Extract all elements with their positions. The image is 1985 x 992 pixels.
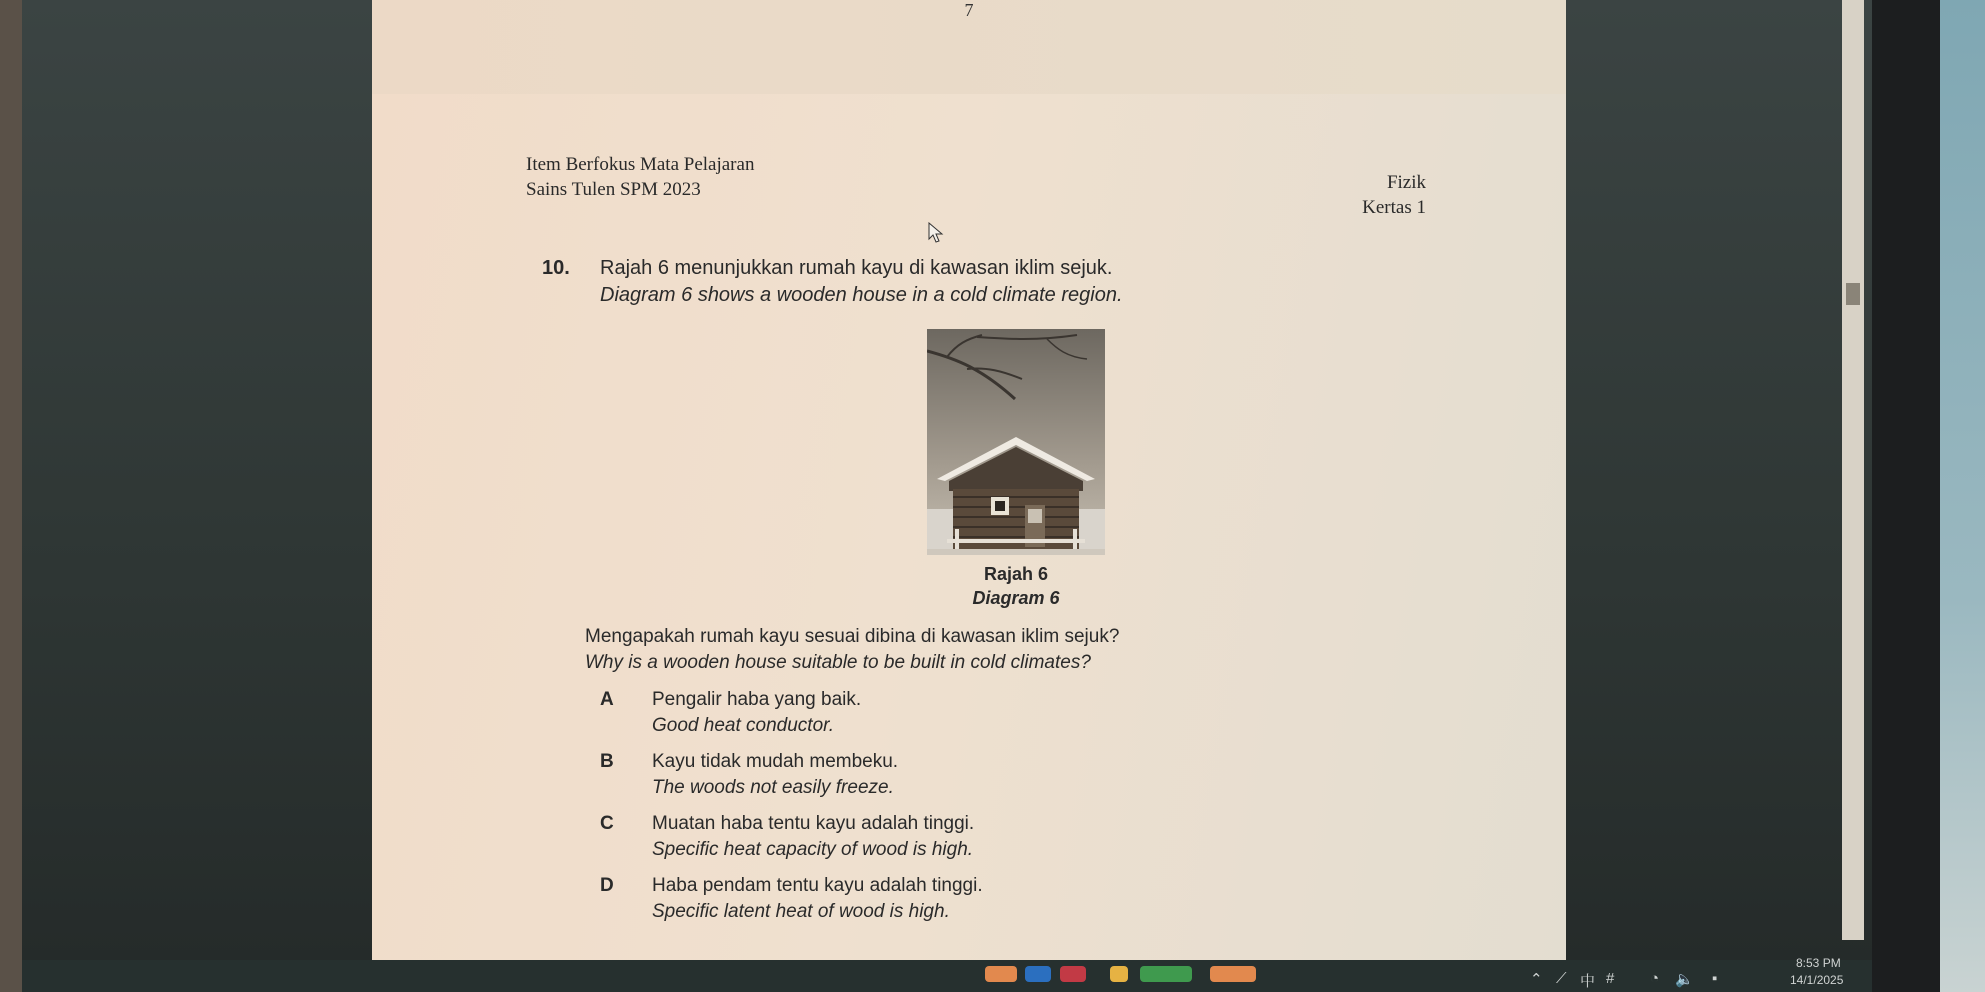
page-number: 7 xyxy=(964,0,974,20)
option-letter: B xyxy=(600,751,614,772)
option-text-english: Specific heat capacity of wood is high. xyxy=(652,839,974,860)
volume-icon[interactable]: 🔈 xyxy=(1675,971,1694,988)
hash-icon[interactable]: # xyxy=(1606,970,1615,987)
taskbar-app-icon[interactable] xyxy=(1060,966,1086,982)
question-prompt-malay: Mengapakah rumah kayu sesuai dibina di kawasan iklim sejuk? xyxy=(585,626,1120,647)
option-text-malay: Muatan haba tentu kayu adalah tinggi. xyxy=(652,813,975,834)
option-text-malay: Kayu tidak mudah membeku. xyxy=(652,751,899,772)
diagram-caption-english: Diagram 6 xyxy=(972,588,1060,608)
question-prompt-english: Why is a wooden house suitable to be built in cold climates? xyxy=(585,652,1091,673)
document-page xyxy=(372,94,1566,974)
clock-date[interactable]: 14/1/2025 xyxy=(1790,973,1844,987)
header-paper: Kertas 1 xyxy=(1362,197,1426,218)
language-icon[interactable]: ⟋ xyxy=(1556,970,1567,987)
option-text-english: Good heat conductor. xyxy=(652,715,835,736)
keyboard-icon[interactable]: 中 xyxy=(1580,973,1596,990)
page-header-left xyxy=(526,152,754,202)
wifi-icon[interactable]: ◔ xyxy=(1650,970,1660,987)
mouse-pointer-icon xyxy=(928,222,944,249)
question-text-malay: Rajah 6 menunjukkan rumah kayu di kawasan iklim sejuk. xyxy=(600,257,1113,279)
diagram-wooden-house-image xyxy=(927,329,1105,555)
header-subject: Fizik xyxy=(1386,172,1426,193)
page-header-right xyxy=(1362,170,1426,220)
option-text-malay: Haba pendam tentu kayu adalah tinggi. xyxy=(652,875,983,896)
previous-page xyxy=(372,0,1566,104)
chevron-up-icon[interactable]: ⌃ xyxy=(1530,971,1543,988)
taskbar-app-icon[interactable] xyxy=(1110,966,1128,982)
question-number: 10. xyxy=(542,257,570,279)
background-wall xyxy=(1940,0,1985,992)
clock-time[interactable]: 8:53 PM xyxy=(1796,956,1841,970)
question-text-english: Diagram 6 shows a wooden house in a cold climate region. xyxy=(600,284,1123,306)
header-subject-focus: Item Berfokus Mata Pelajaran xyxy=(526,154,755,175)
diagram-caption-malay: Rajah 6 xyxy=(983,564,1049,584)
monitor-bezel-right xyxy=(1872,0,1940,992)
taskbar-app-icon[interactable] xyxy=(985,966,1017,982)
option-text-malay: Pengalir haba yang baik. xyxy=(652,689,862,710)
scrollbar-thumb[interactable] xyxy=(1846,283,1860,305)
option-letter: C xyxy=(600,813,614,834)
battery-icon[interactable]: ▪ xyxy=(1712,970,1718,987)
option-text-english: Specific latent heat of wood is high. xyxy=(652,901,950,922)
option-letter: A xyxy=(600,689,614,710)
taskbar-app-icon[interactable] xyxy=(1025,966,1051,982)
monitor-bezel-left xyxy=(0,0,22,992)
option-text-english: The woods not easily freeze. xyxy=(652,777,894,798)
vertical-scrollbar[interactable] xyxy=(1842,0,1864,940)
taskbar-app-icon[interactable] xyxy=(1140,966,1192,982)
taskbar-app-icon[interactable] xyxy=(1210,966,1256,982)
option-letter: D xyxy=(600,875,614,896)
header-exam-title: Sains Tulen SPM 2023 xyxy=(526,179,701,200)
